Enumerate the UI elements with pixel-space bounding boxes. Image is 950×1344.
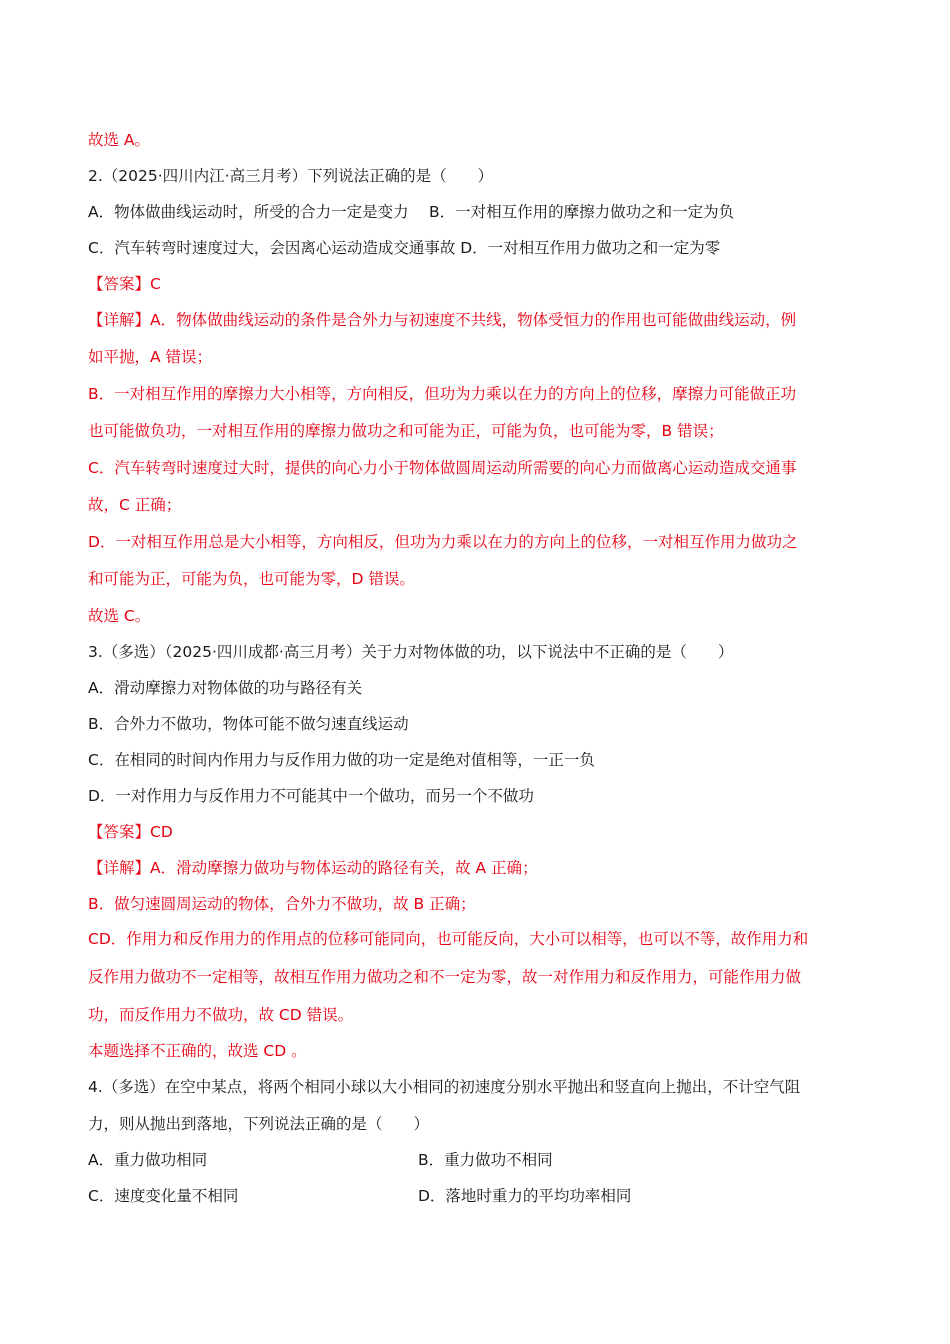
question-2-explanation: D．一对相互作用总是大小相等，方向相反，但功为力乘以在力的方向上的位移，一对相互作用力做功之: [88, 533, 798, 551]
question-4-option-a: A．重力做功相同: [88, 1151, 208, 1169]
question-2-explanation: 也可能做负功，一对相互作用的摩擦力做功之和可能为正，可能为负，也可能为零，B 错误；: [88, 422, 724, 440]
question-4-stem: 4.（多选）在空中某点，将两个相同小球以大小相同的初速度分别水平抛出和竖直向上抛出，不计空气阻: [88, 1078, 801, 1096]
question-2-options-cd: C．汽车转弯时速度过大，会因离心运动造成交通事故 D．一对相互作用力做功之和一定为零: [88, 239, 721, 257]
conclusion-q3: 本题选择不正确的，故选 CD 。: [88, 1042, 307, 1060]
question-3-explanation: B．做匀速圆周运动的物体，合外力不做功，故 B 正确；: [88, 895, 476, 913]
question-2-explanation: 和可能为正，可能为负，也可能为零，D 错误。: [88, 570, 415, 588]
question-4-option-d: D．落地时重力的平均功率相同: [418, 1187, 632, 1205]
conclusion-q1: 故选 A。: [88, 131, 151, 149]
question-3-option-c: C．在相同的时间内作用力与反作用力做的功一定是绝对值相等，一正一负: [88, 751, 595, 769]
question-4-options-cd: [88, 1186, 888, 1206]
question-2-explanation: B．一对相互作用的摩擦力大小相等，方向相反，但功为力乘以在力的方向上的位移，摩擦力可能做正功: [88, 385, 797, 403]
question-2-options-ab: A．物体做曲线运动时，所受的合力一定是变力 B．一对相互作用的摩擦力做功之和一定为负: [88, 203, 735, 221]
question-3-explanation: 功，而反作用力不做功，故 CD 错误。: [88, 1006, 354, 1024]
question-4-stem: 力，则从抛出到落地，下列说法正确的是（ ）: [88, 1115, 430, 1133]
question-3-answer: 【答案】CD: [88, 823, 173, 841]
question-3-explanation: 【详解】A．滑动摩擦力做功与物体运动的路径有关，故 A 正确；: [88, 859, 538, 877]
question-2-explanation: C．汽车转弯时速度过大时，提供的向心力小于物体做圆周运动所需要的向心力而做离心运动造成交通事: [88, 459, 797, 477]
question-3-option-d: D．一对作用力与反作用力不可能其中一个做功，而另一个不做功: [88, 787, 534, 805]
question-3-stem: 3.（多选）（2025·四川成都·高三月考）关于力对物体做的功，以下说法中不正确的是（ ）: [88, 643, 734, 661]
question-2-explanation: 故，C 正确；: [88, 496, 182, 514]
question-2-explanation: 如平抛，A 错误；: [88, 348, 213, 366]
question-3-option-b: B．合外力不做功，物体可能不做匀速直线运动: [88, 715, 409, 733]
conclusion-q2: 故选 C。: [88, 607, 151, 625]
question-3-explanation: 反作用力做功不一定相等，故相互作用力做功之和不一定为零，故一对作用力和反作用力，可能作用力做: [88, 968, 802, 986]
question-3-explanation: CD．作用力和反作用力的作用点的位移可能同向，也可能反向，大小可以相等，也可以不等，故作用力和: [88, 930, 809, 948]
question-2-stem: 2.（2025·四川内江·高三月考）下列说法正确的是（ ）: [88, 167, 494, 185]
question-4-option-b: B．重力做功不相同: [418, 1151, 553, 1169]
question-2-answer: 【答案】C: [88, 275, 161, 293]
question-4-options-ab: [88, 1150, 888, 1170]
question-3-option-a: A．滑动摩擦力对物体做的功与路径有关: [88, 679, 363, 697]
question-4-option-c: C．速度变化量不相同: [88, 1187, 239, 1205]
question-2-explanation: 【详解】A．物体做曲线运动的条件是合外力与初速度不共线，物体受恒力的作用也可能做曲线运动，例: [88, 311, 797, 329]
